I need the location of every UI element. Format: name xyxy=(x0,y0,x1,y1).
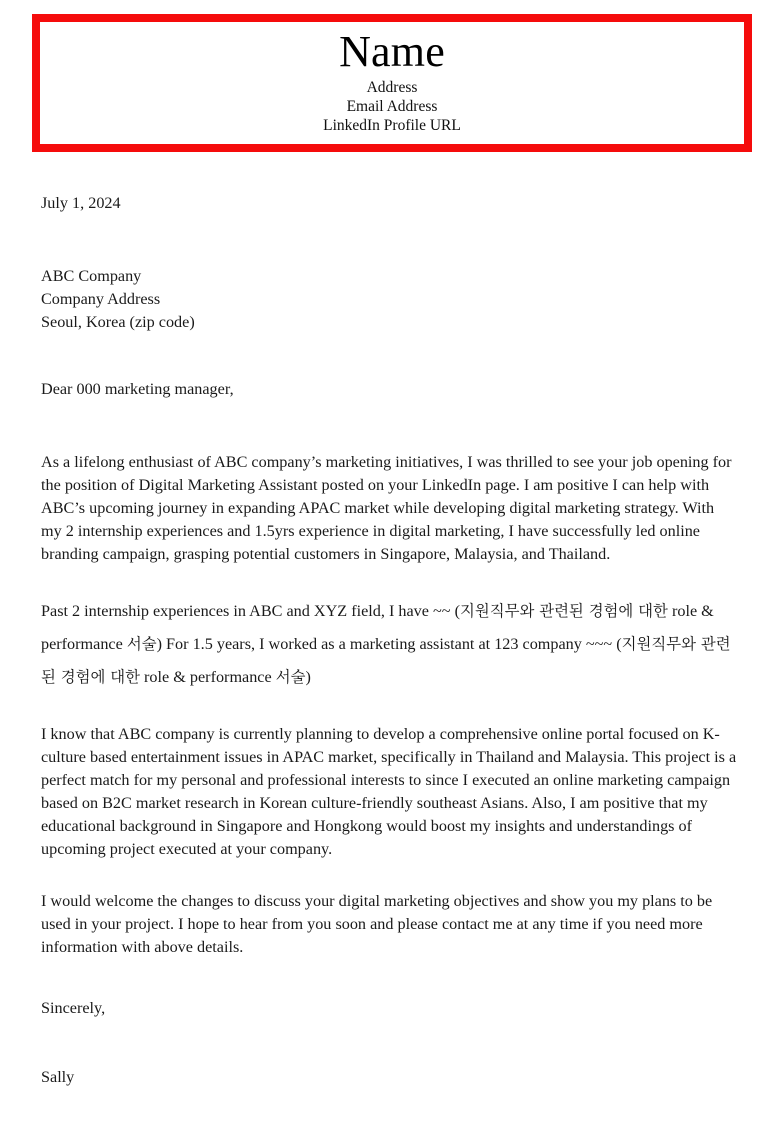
body-paragraph-3: I know that ABC company is currently planning to develop a comprehensive online portal focused on K-culture based entertainment issues in APAC market, specifically in Thailand and Malaysia. This project is a perfect match for my personal and professional interests to since I executed an online marketing campaign based on B2C market research in Korean culture-friendly southeast Asians. Also, I am positive that my educational background in Singapore and Hongkong would boost my insights and understandings of upcoming project executed at your company. xyxy=(41,725,737,858)
letterhead-linkedin-url: LinkedIn Profile URL xyxy=(323,117,461,134)
paragraph-2-segment-kr-1: 지원직무와 관련된 경험에 대한 xyxy=(459,602,668,620)
recipient-company: ABC Company xyxy=(41,267,142,285)
recipient-address: Company Address xyxy=(41,290,161,308)
paragraph-2-segment-en-3: ) For 1.5 years, I worked as a marketing assistant at 123 company ~~~ ( xyxy=(156,635,622,653)
letterhead-email: Email Address xyxy=(346,98,438,115)
paragraph-2-segment-kr-4: 서술 xyxy=(275,668,306,686)
letterhead-address: Address xyxy=(366,79,418,96)
body-paragraph-1: As a lifelong enthusiast of ABC company’s marketing initiatives, I was thrilled to see your job opening for the position of Digital Marketing Assistant posted on your LinkedIn page. I am positive I can help with ABC’s upcoming journey in expanding APAC market while developing digital marketing strategy. With my 2 internship experiences and 1.5yrs experience in digital marketing, I have successfully led online branding campaign, grasping potential customers in Singapore, Malaysia, and Thailand. xyxy=(41,453,732,563)
body-paragraph-4: I would welcome the changes to discuss your digital marketing objectives and show you my plans to be used in your project. I hope to hear from you soon and please contact me at any time if you need more information with above details. xyxy=(41,892,713,956)
paragraph-2-segment-kr-2: 서술 xyxy=(126,635,157,653)
letterhead-box xyxy=(32,14,752,152)
salutation: Dear 000 marketing manager, xyxy=(41,380,234,398)
closing-line: Sincerely, xyxy=(41,999,106,1017)
signature-name: Sally xyxy=(41,1068,75,1086)
paragraph-2-segment-en-2: role & performance xyxy=(41,602,714,653)
letter-body xyxy=(41,192,738,1089)
letterhead-name: Name xyxy=(339,27,445,76)
paragraph-2-segment-en-1: Past 2 internship experiences in ABC and XYZ field, I have ~~ ( xyxy=(41,602,460,620)
recipient-city-line: Seoul, Korea (zip code) xyxy=(41,313,195,331)
letter-date: July 1, 2024 xyxy=(41,194,121,212)
recipient-block xyxy=(41,265,738,334)
paragraph-2-segment-en-5: ) xyxy=(305,668,311,686)
paragraph-2-segment-kr-3: 지원직무와 관련된 경험에 대한 xyxy=(41,635,731,686)
body-paragraph-2 xyxy=(41,595,738,694)
paragraph-2-segment-en-4: role & performance xyxy=(140,668,276,686)
